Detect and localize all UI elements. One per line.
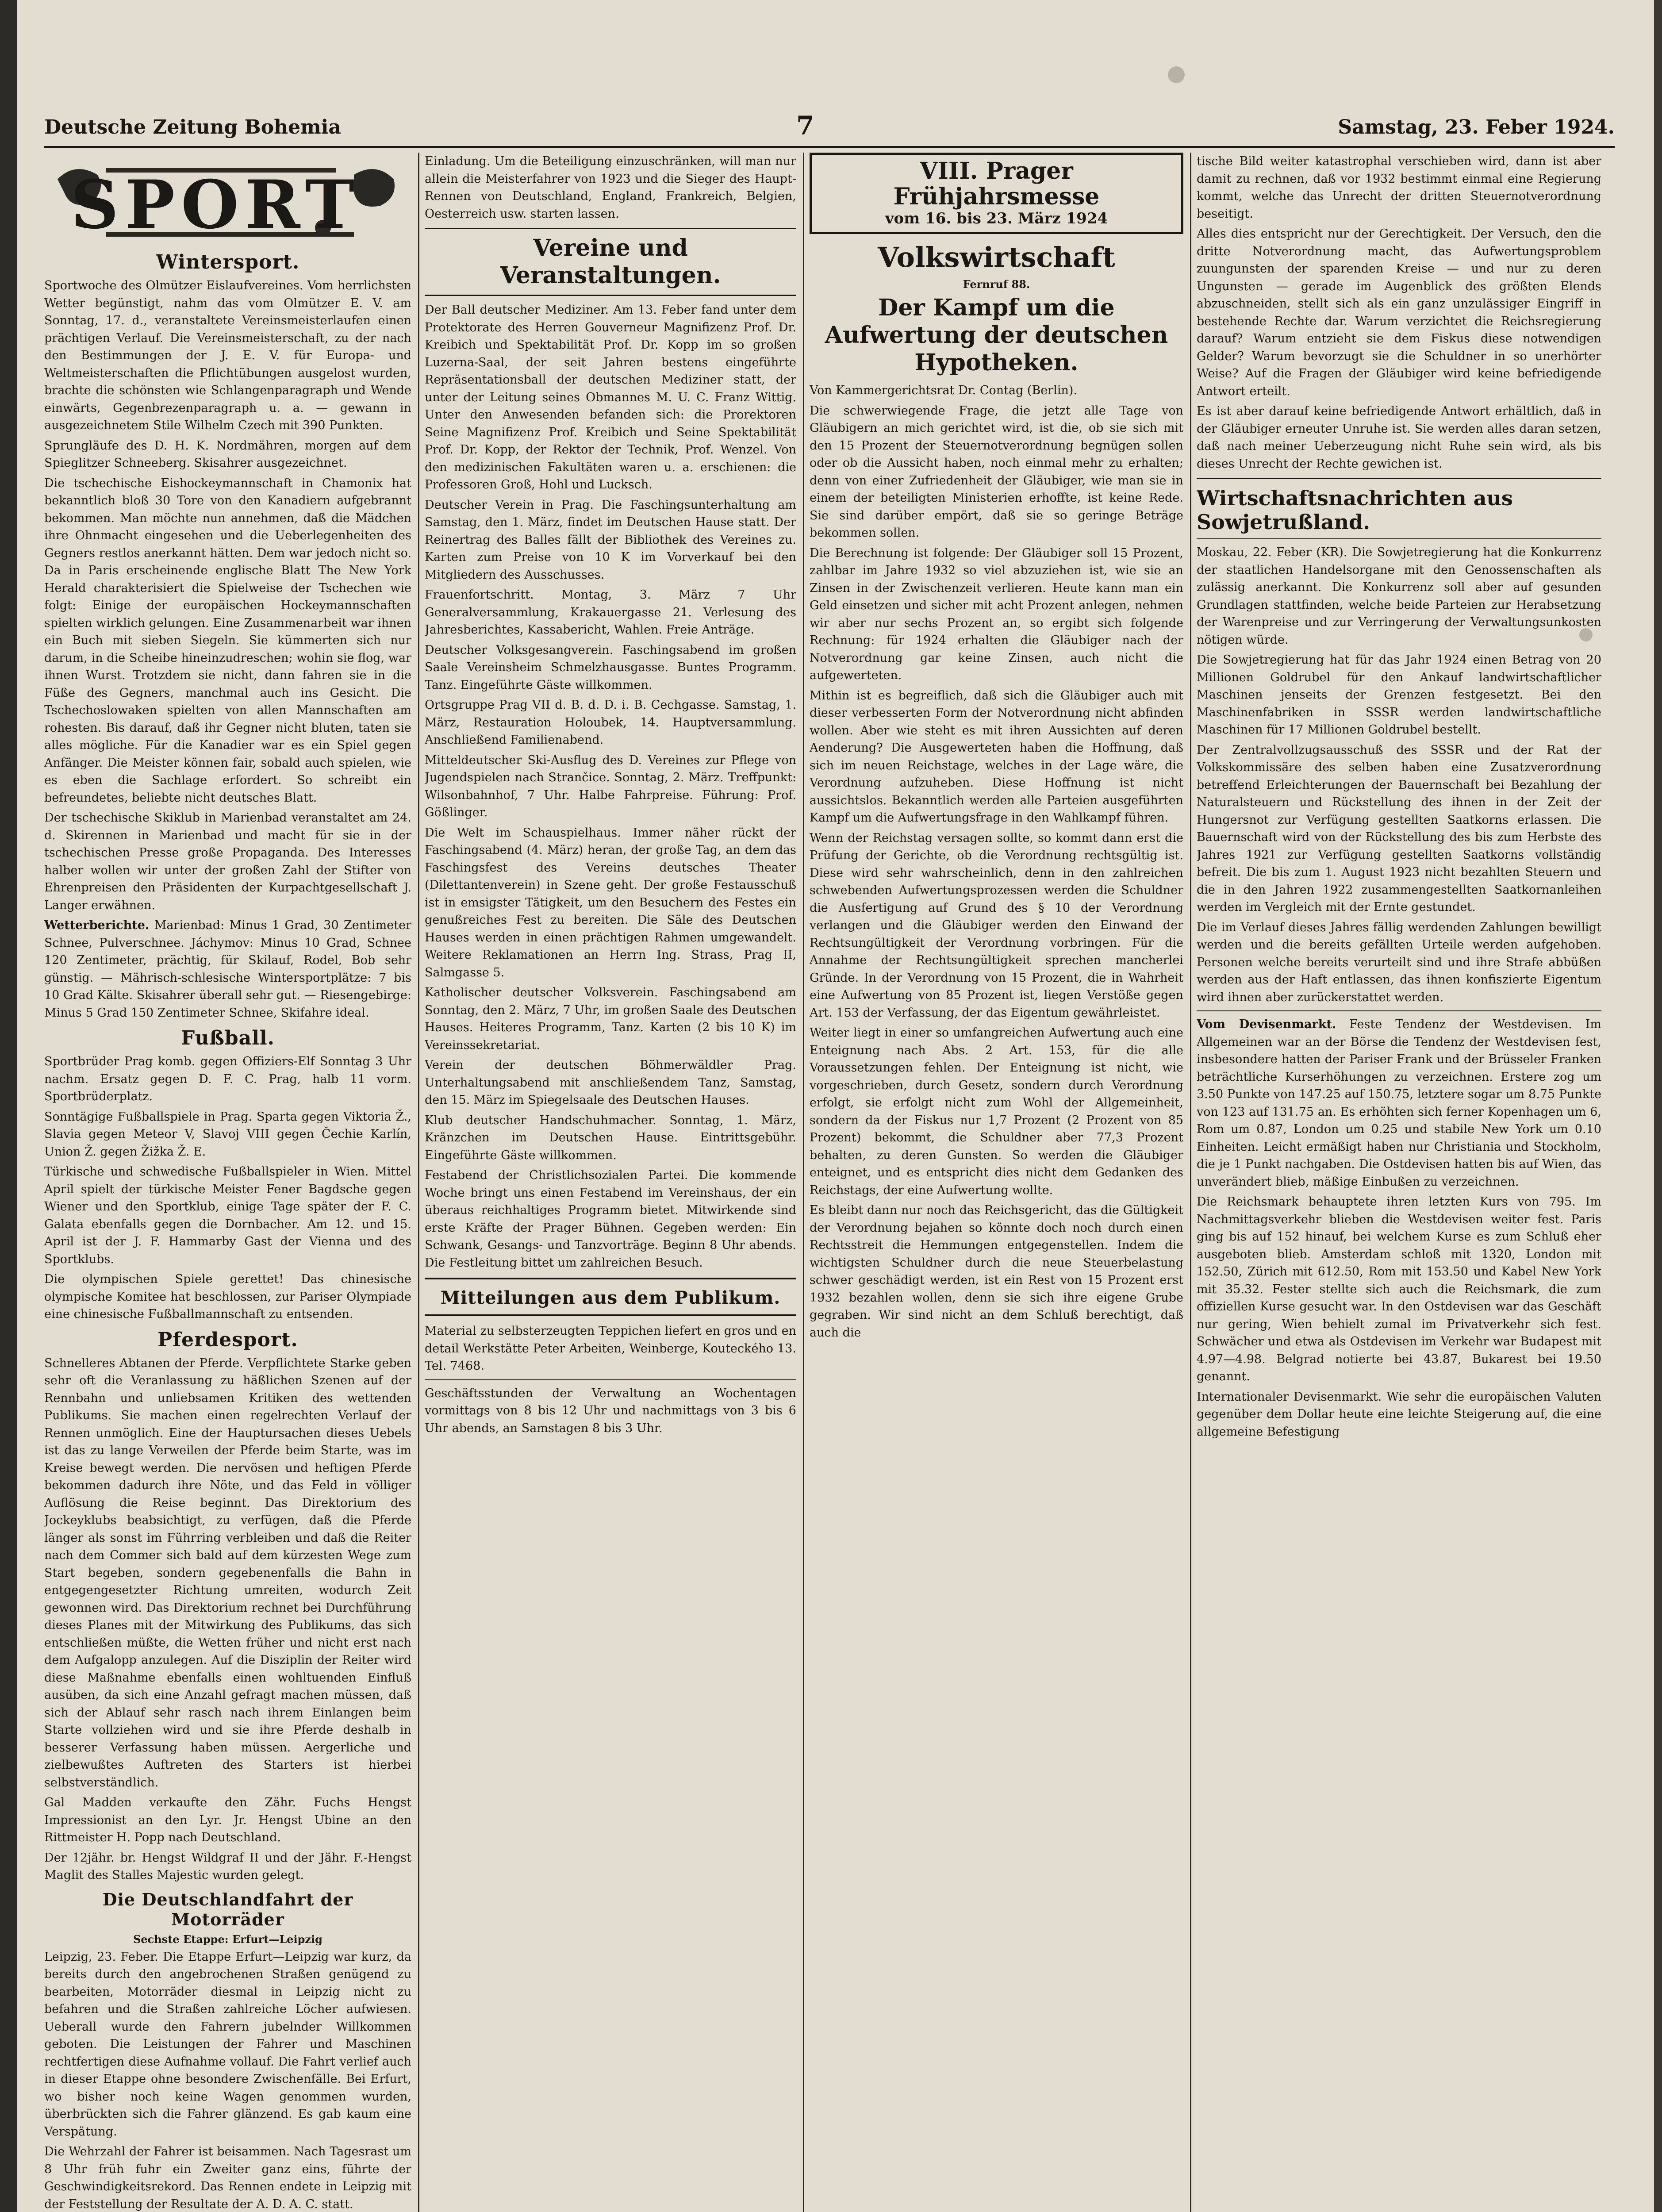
article-paragraph: Klub deutscher Handschuhmacher. Sonntag, 1. März, Kränzchen im Deutschen Hause. Eintrittsgebühr. Eingeführte Gäste willkommen. xyxy=(425,1113,796,1162)
article-paragraph: Mithin ist es begreiflich, daß sich die Gläubiger auch mit dieser verbesserten Form der Notverordnung nicht abfinden wollen. Aber wie steht es mit ihren Aussichten auf deren Aenderung? Die Ausgewerteten haben die Hoffnung, daß sich im neuen Reichstage, welches in der Lage wäre, die Verordnung aufzuheben. Diese Hoffnung ist nicht aussichtslos. Bekanntlich werden alle Parteien ausgeführten Kampf um die Aufwertungsfrage in den Wahlkampf führen. xyxy=(810,688,1183,825)
article-paragraph: Geschäftsstunden der Verwaltung an Wochentagen vormittags von 8 bis 12 Uhr und nachmittags von 3 bis 6 Uhr abends, an Samstagen 8 bis 3 Uhr. xyxy=(425,1386,796,1435)
article-byline: Von Kammergerichtsrat Dr. Contag (Berlin). xyxy=(810,384,1077,397)
page-header xyxy=(44,111,1615,142)
mitteilungen-box xyxy=(425,1278,796,1316)
article-paragraph: Sprungläufe des D. H. K. Nordmähren, morgen auf dem Spieglitzer Schneeberg. Skisahrer ausgezeichnet. xyxy=(44,438,411,470)
section-title-vereine: Vereine und Veranstaltungen. xyxy=(500,234,721,289)
article-headline: Der Kampf um die Aufwertung der deutschen Hypotheken. xyxy=(825,294,1168,376)
article-paragraph: Wenn der Reichstag versagen sollte, so kommt dann erst die Prüfung der Gerichte, ob die Verordnung rechtsgültig ist. Diese wird sehr wahrscheinlich, denn in den zahlreichen schwebenden Aufwertungsprozessen werden die Schuldner die Ausfertigung auf Grund des § 10 der Verordnung verlangen und die Gläubiger werden den Einwand der Rechtsungültigkeit der Verordnung vorbringen. Für die Annahme der Rechtsungültigkeit sprechen mancherlei Gründe. In der Verordnung von 15 Prozent, die in Wahrheit eine Aufwertung von 85 Prozent ist, liegen Verstöße gegen Art. 153 der Verfassung, der das Eigentum gewährleistet. xyxy=(810,831,1183,1020)
issue-date: Samstag, 23. Feber 1924. xyxy=(1338,116,1615,138)
article-paragraph: Es bleibt dann nur noch das Reichsgericht, das die Gültigkeit der Verordnung bejahen so könnte doch noch durch einen Rechtsstreit die Hemmungen entgegenstellen. Indem die wichtigsten Schuldner durch die neue Steuerbelastung schwer geschädigt werden, ist ein Rest von 15 Prozent erst 1932 bezahlen wollen, denn sie sich ihre eigene Grube gegraben. Wir sind nicht an dem Schluß berechtigt, daß auch die xyxy=(810,1203,1183,1340)
article-paragraph: tische Bild weiter katastrophal verschieben wird, dann ist aber damit zu rechnen, daß vor 1932 bestimmt einmal eine Regierung kommt, welche das Unrecht der dritten Steuernotverordnung beseitigt. xyxy=(1197,154,1601,221)
article-paragraph: Die olympischen Spiele gerettet! Das chinesische olympische Komitee hat beschlossen, zur Pariser Olympiade eine chinesische Fußballmannschaft zu entsenden. xyxy=(44,1272,411,1321)
article-paragraph: Ortsgruppe Prag VII d. B. d. D. i. B. Cechgasse. Samstag, 1. März, Restauration Holoubek, 14. Hauptversammlung. Anschließend Familienabend. xyxy=(425,698,796,747)
messe-banner-dates: vom 16. bis 23. März 1924 xyxy=(885,210,1108,227)
header-rule xyxy=(44,146,1615,148)
sport-logo-text: SPORT xyxy=(71,166,361,244)
article-paragraph: Sportbrüder Prag komb. gegen Offiziers-Elf Sonntag 3 Uhr nachm. Ersatz gegen D. F. C. Prag, halb 11 vorm. Sportbrüderplatz. xyxy=(44,1055,411,1103)
section-subtitle: Sechste Etappe: Erfurt—Leipzig xyxy=(133,1932,322,1946)
article-paragraph: Leipzig, 23. Feber. Die Etappe Erfurt—Leipzig war kurz, da bereits durch den angebrochenen Straßen genügend zu bearbeiten, Motorräder diesmal in Leipzig nicht zu befahren und die Straßen zahlreiche Löcher aufwiesen. Ueberall wurde den Fahrern jubelnder Willkommen geboten. Die Leistungen der Fahrer und Maschinen rechtfertigen diese Aufnahme vollauf. Die Fahrt verlief auch in dieser Etappe ohne besondere Zwischenfälle. Bei Erfurt, wo bisher noch keine Wagen genommen wurden, überbrückten sich die Fahrer glänzend. Es gab kaum eine Verspätung. xyxy=(44,1950,411,2139)
section-title-wintersport: Wintersport. xyxy=(156,251,300,273)
article-paragraph: Die Sowjetregierung hat für das Jahr 1924 einen Betrag von 20 Millionen Goldrubel für den Ankauf landwirtschaftlicher Maschinen jenseits der Grenzen festgesetzt. Bei den Maschinenfabriken in SSSR werden landwirtschaftliche Maschinen für 17 Millionen Goldrubel bestellt. xyxy=(1197,653,1601,737)
weather-title: Wetterberichte. xyxy=(44,918,150,932)
column-rule xyxy=(1190,153,1191,2212)
article-paragraph: Die Berechnung ist folgende: Der Gläubiger soll 15 Prozent, zahlbar im Jahre 1932 so viel abzuziehen ist, wie sie an Zinsen in der Zwischenzeit verlieren. Heute kann man ein Geld einsetzen und sicher mit acht Prozent anlegen, nehmen wir aber nur sechs Prozent an, so ergibt sich folgende Rechnung: für 1924 erhalten die Gläubiger nach der Notverordnung gar keine Zinsen, auch nicht die aufgewerteten. xyxy=(810,546,1183,682)
article-paragraph: Verein der deutschen Böhmerwäldler Prag. Unterhaltungsabend mit anschließendem Tanz, Samstag, den 15. März im Spiegelsaale des Deutschen Hauses. xyxy=(425,1058,796,1107)
divider xyxy=(1197,478,1601,479)
article-paragraph: Alles dies entspricht nur der Gerechtigkeit. Der Versuch, den die dritte Notverordnung macht, das Aufwertungsproblem zuungunsten der sparenden Kreise — und nur zu deren Ungunsten — gerade im Augenblick des größten Elends abzuschneiden, stellt sich als ein ganz unzulässiger Eingriff in bestehende Rechte dar. Warum verzichtet die Reichsregierung darauf? Warum entzieht sie dem Fiskus diese notwendigen Gelder? Warum bevorzugt sie die Schuldner in so unerhörter Weise? Auf die Fragen der Gläubiger wird keine befriedigende Antwort erteilt. xyxy=(1197,227,1601,398)
column-vereine xyxy=(425,153,796,2212)
section-title-mitteilungen: Mitteilungen aus dem Publikum. xyxy=(440,1287,781,1308)
messe-banner-title: VIII. Prager Frühjahrsmesse xyxy=(893,157,1100,210)
article-paragraph: Der 12jähr. br. Hengst Wildgraf II und der Jähr. F.-Hengst Maglit des Stalles Majestic wurden gelegt. xyxy=(44,1851,411,1882)
article-paragraph: Es ist aber darauf keine befriedigende Antwort erhältlich, daß in der Gläubiger erneuter Unruhe ist. Sie werden alles daran setzen, daß nach meiner Ueberzeugung nicht Ruhe sein wird, als bis dieses Unrecht der Rechte gewichen ist. xyxy=(1197,404,1601,471)
section-title-sowjetrussland: Wirtschaftsnachrichten aus Sowjetrußland. xyxy=(1197,486,1513,534)
weather-text: Marienbad: Minus 1 Grad, 30 Zentimeter Schnee, Pulverschnee. Jáchymov: Minus 10 Grad, Schnee 120 Zentimeter, prächtig, für Skilauf, Rodel, Bob sehr günstig. — Mährisch-schlesische Wintersportplätze: 7 bis 10 Grad Kälte. Skisahrer überall sehr gut. — Riesengebirge: Minus 5 Grad 150 Zentimeter Schnee, Skifahre ideal. xyxy=(44,918,411,1020)
divider xyxy=(1197,538,1601,539)
article-paragraph: Deutscher Verein in Prag. Die Faschingsunterhaltung am Samstag, den 1. März, findet im Deutschen Hause statt. Der Reinertrag des Balles fällt der Bibliothek des Vereines zu. Karten zum Preise von 10 K im Vorverkauf bei den Mitgliedern des Ausschusses. xyxy=(425,498,796,582)
article-paragraph: Katholischer deutscher Volksverein. Faschingsabend am Sonntag, den 2. März, 7 Uhr, im großen Saale des Deutschen Hauses. Heiteres Programm, Tanz. Karten (2 bis 10 K) im Vereinssekretariat. xyxy=(425,986,796,1052)
divider xyxy=(425,228,796,229)
messe-banner xyxy=(810,153,1183,234)
section-subtitle: Fernruf 88. xyxy=(963,278,1030,291)
article-paragraph: Die schwerwiegende Frage, die jetzt alle Tage von Gläubigern an mich gerichtet wird, ist die, ob sie sich mit den 15 Prozent der Steuernotverordnung begnügen sollen oder ob die Aussicht haben, noch einmal mehr zu erhalten; denn von einer Zufriedenheit der Gläubiger, wie man sie in einem der beteiligten Ministerien erhoffte, ist keine Rede. Sie sind darüber empört, daß sie so geringe Beträge bekommen sollen. xyxy=(810,403,1183,540)
newspaper-name: Deutsche Zeitung Bohemia xyxy=(44,116,341,138)
article-paragraph: Türkische und schwedische Fußballspieler in Wien. Mittel April spielt der türkische Meister Fener Bagdsche gegen Wiener und den Sportklub, einige Tage später der F. C. Galata ebenfalls gegen die Dornbacher. Am 12. und 15. April ist der J. F. Hammarby Gast der Vienna und des Sportklubs. xyxy=(44,1165,411,1266)
article-paragraph: Internationaler Devisenmarkt. Wie sehr die europäischen Valuten gegenüber dem Dollar heute eine leichte Steigerung auf, die eine allgemeine Befestigung xyxy=(1197,1390,1601,1439)
article-paragraph: Die im Verlauf dieses Jahres fällig werdenden Zahlungen bewilligt werden und die bereits gefällten Urteile werden aufgehoben. Personen welche bereits verurteilt sind und ihre Strafe abbüßen werden aus der Haft entlassen, das ihnen konfiszierte Eigentum wird ihnen aber zurückerstattet werden. xyxy=(1197,920,1601,1004)
sport-logo xyxy=(44,153,407,246)
article-paragraph: Die Wehrzahl der Fahrer ist beisammen. Nach Tagesrast um 8 Uhr früh fuhr ein Zweiter ganz eins, führte der Geschwindigkeitsrekord. Das Rennen endete in Leipzig mit der Feststellung der Resultate der A. D. A. C. statt. xyxy=(44,2145,411,2211)
article-paragraph: Die Welt im Schauspielhaus. Immer näher rückt der Faschingsabend (4. März) heran, der große Tag, an dem das Faschingsfest des Vereins deutsches Theater (Dilettantenverein) in Szene geht. Der große Festausschuß ist in emsigster Tätigkeit, um den Besuchern des Festes ein genußreiches Fest zu bereiten. Die Säle des Deutschen Hauses werden in einen prächtigen Rahmen umgewandelt. Weitere Reklamationen an Herrn Ing. Strass, Prag II, Salmgasse 5. xyxy=(425,826,796,979)
article-paragraph: Festabend der Christlichsozialen Partei. Die kommende Woche bringt uns einen Festabend im Vereinshaus, der ein überaus reichhaltiges Programm bietet. Mitwirkende sind erste Kräfte der Prager Bühnen. Gegeben werden: Ein Schwank, Gesangs- und Tanzvorträge. Beginn 8 Uhr abends. Die Festleitung bittet um zahlreichen Besuch. xyxy=(425,1168,796,1270)
column-sport xyxy=(44,153,411,2212)
section-title-deutschlandfahrt: Die Deutschlandfahrt der Motorräder xyxy=(102,1889,353,1929)
article-paragraph: Der Ball deutscher Mediziner. Am 13. Feber fand unter dem Protektorate des Herren Gouverneur Magnifizenz Prof. Dr. Kreibich und Spektabilität Prof. Dr. Kopp im so großen Luzerna-Saal, der seit Jahren bestens eingeführte Repräsentationsball der deutschen Mediziner statt, der unter der Leitung seines Obmannes M. U. C. Franz Wittig. Unter den Anwesenden befanden sich: die Prorektoren Seine Magnifizenz Prof. Kreibich und Seine Spektabilität Prof. Dr. Kopp, der Rektor der Technik, Prof. Wenzel. Von den medizinischen Fakultäten waren u. a. erschienen: die Professoren Groß, Hohl und Lucksch. xyxy=(425,303,796,492)
scan-edge-left xyxy=(0,0,17,2212)
column-rule xyxy=(418,153,419,2212)
article-paragraph: Sonntägige Fußballspiele in Prag. Sparta gegen Viktoria Ž., Slavia gegen Meteor V, Slavoj VIII gegen Čechie Karlín, Union Ž. gegen Žižka Ž. E. xyxy=(44,1110,411,1159)
article-paragraph: Gal Madden verkaufte den Zähr. Fuchs Hengst Impressionist an den Lyr. Jr. Hengst Ubine an den Rittmeister H. Popp nach Deutschland. xyxy=(44,1796,411,1844)
article-paragraph: Weiter liegt in einer so umfangreichen Aufwertung auch eine Enteignung nach Abs. 2 Art. 153, für die alle Voraussetzungen fehlen. Der Enteignung ist nicht, wie vorgeschrieben, durch Gesetz, sondern durch Verordnung erfolgt, sie erfolgt nicht zum Wohl der Allgemeinheit, sondern da der Fiskus nur 1,7 Prozent (2 Prozent von 85 Prozent) bekommt, die Schuldner aber 77,3 Prozent behalten, zu deren Gunsten. So werden die Gläubiger enteignet, und es entspricht dies nicht dem Gedanken des Reichstags, der eine Aufwertung wollte. xyxy=(810,1026,1183,1197)
divider xyxy=(425,295,796,296)
devisen-text: Feste Tendenz der Westdevisen. Im Allgemeinen war an der Börse die Tendenz der Westdevisen fest, insbesondere hatten der Pariser Frank und der Brüsseler Franken beträchtliche Kurserhöhungen zu verzeichnen. Erstere zog um 3.50 Punkte von 147.25 auf 150.75, letztere sogar um 8.75 Punkte von 123 auf 131.75 an. Es erhöhten sich ferner Kopenhagen um 6, Rom um 0.87, London um 0.25 und stabile New York um 0.10 Einheiten. Leicht ermäßigt haben nur Christiania und Stockholm, die je 1 Punkt nachgaben. Die Ostdevisen hatten bis auf Wien, das unverändert blieb, mäßige Einbußen zu verzeichnen. xyxy=(1197,1018,1601,1189)
article-paragraph: Der Zentralvollzugsausschuß des SSSR und der Rat der Volkskommissäre des selben haben eine Zusatzverordnung betreffend Erleichterungen der Bauernschaft bei Bezahlung der Naturalsteuern und Rückstellung des ihnen in der Zeit der Hungersnot zur Verfügung gestellten Saatkorns erlassen. Die Bauernschaft wird von der Rückstellung des bis zum Herbste des Jahres 1921 zur Verfügung gestellten Saatkorns vollständig befreit. Die bis zum 1. August 1923 nicht bezahlten Steuern und die in den Jahren 1922 zusammengestellten Saatkornanleihen werden im Vergleich mit der Ernte gestundet. xyxy=(1197,743,1601,914)
article-paragraph: Die Reichsmark behauptete ihren letzten Kurs von 795. Im Nachmittagsverkehr blieben die Westdevisen weiter fest. Paris ging bis auf 152 hinauf, bei welchem Kurse es zum Schluß eher ausgeboten blieb. Amsterdam schloß mit 1320, London mit 152.50, Zürich mit 612.50, Rom mit 153.50 und Kabel New York mit 35.32. Fester stellte sich auch die Reichsmark, die zum offiziellen Kurse gesucht war. In den Ostdevisen war das Geschäft nur gering, Wien behielt zumal im Privatverkehr sich fest. Schwächer und etwa als Ostdevisen im Verkehr war Budapest mit 4.97—4.98. Belgrad notierte bei 43.87, Bukarest bei 19.50 genannt. xyxy=(1197,1195,1601,1383)
column-volkswirtschaft xyxy=(810,153,1183,2212)
article-paragraph: Einladung. Um die Beteiligung einzuschränken, will man nur allein die Meisterfahrer von 1923 und die Sieger des Haupt-Rennen von Deutschland, England, Frankreich, Belgien, Oesterreich usw. starten lassen. xyxy=(425,154,796,221)
article-paragraph: Frauenfortschritt. Montag, 3. März 7 Uhr Generalversammlung, Krakauergasse 21. Verlesung des Jahresberichtes, Kassabericht, Wahlen. Freie Anträge. xyxy=(425,588,796,637)
punch-hole xyxy=(1168,66,1185,83)
devisen-title: Vom Devisenmarkt. xyxy=(1197,1018,1336,1031)
article-paragraph: Moskau, 22. Feber (KR). Die Sowjetregierung hat die Konkurrenz der staatlichen Handelsorgane mit den Genossenschaften als zulässig anerkannt. Die Konkurrenz soll aber auf gesunden Grundlagen stattfinden, welche beide Parteien zur Herabsetzung der Warenpreise und zur Verringerung der Verwaltungsunkosten nötigen würde. xyxy=(1197,545,1601,647)
column-rule xyxy=(803,153,804,2212)
page-number: 7 xyxy=(796,111,814,141)
column-wirtschaft xyxy=(1197,153,1601,2212)
section-title-fussball: Fußball. xyxy=(181,1027,275,1049)
article-paragraph xyxy=(44,917,411,1022)
divider xyxy=(1197,1010,1601,1011)
section-title-volkswirtschaft: Volkswirtschaft xyxy=(878,241,1115,273)
article-paragraph: Deutscher Volksgesangverein. Faschingsabend im großen Saale Vereinsheim Schmelzhausgasse. Buntes Programm. Tanz. Eingeführte Gäste willkommen. xyxy=(425,643,796,692)
article-paragraph: Schnelleres Abtanen der Pferde. Verpflichtete Starke geben sehr oft die Veranlassung zu häßlichen Szenen auf der Rennbahn und unliebsamen Kritiken des wettenden Publikums. Sie machen einen regelrechten Verlauf der Rennen unmöglich. Eine der Hauptursachen dieses Uebels ist das zu lange Verweilen der Pferde beim Starte, was im Kreise bewegt werden. Die nervösen und heftigen Pferde bekommen dadurch ihre Nöte, und das Feld in völliger Auflösung die Reise beginnt. Das Direktorium des Jockeyklubs beabsichtigt, zu verfügen, daß die Pferde länger als sonst im Führring verbleiben und daß die Reiter nach dem Commer sich bald auf dem kürzesten Wege zum Start begeben, sondern gegebenenfalls die Bahn in entgegengesetzter Richtung umreiten, wodurch Zeit gewonnen wird. Das Direktorium rechnet bei Durchführung dieses Planes mit der Mitwirkung des Publikums, das sich entschließen müßte, die Wetten früher und nicht erst nach dem Aufgalopp anzulegen. Auf die Disziplin der Reiter wird diese Maßnahme ebenfalls einen wohltuenden Einfluß ausüben, da sich eine Anzahl gefragt machen müssen, daß sich der Ablauf sehr rasch nach ihrem Einlangen beim Starte vollziehen wird und sie ihre Pferde deshalb in besserer Verfassung haben müssen. Aergerliche und zielbewußtes Auftreten des Starters ist hierbei selbstverständlich. xyxy=(44,1356,411,1790)
section-title-pferdesport: Pferdesport. xyxy=(157,1328,298,1351)
article-paragraph: Sportwoche des Olmützer Eislaufvereines. Vom herrlichsten Wetter begünstigt, nahm das vom Olmützer E. V. am Sonntag, 17. d., veranstaltete Vereinsmeisterlaufen einen prächtigen Verlauf. Die Vereinsmeisterschaft, zu der nach den Bestimmungen der J. E. V. für Europa- und Weltmeisterschaften die Pflichtübungen ausgelost wurden, brachte die schönsten wie Schlangenparagraph und Wende einwärts, Gegenbrezenparagraph u. a. — gewann in ausgezeichnetem Stile Wilhelm Czech mit 390 Punkten. xyxy=(44,279,411,432)
article-paragraph: Die tschechische Eishockeymannschaft in Chamonix hat bekanntlich bloß 30 Tore von den Kanadiern aufgebrannt bekommen. Man möchte nun annehmen, daß die Mädchen ihre Ohnmacht eingesehen und die Ueberlegenheiten des Gegners restlos anerkannt hätten. Dem war jedoch nicht so. Da in Paris erscheinende englische Blatt The New York Herald charakterisiert die Spielweise der Tschechen wie folgt: Einige der europäischen Hockeymannschaften spielten wirklich gelungen. Eine Zusammenarbeit war ihnen ein Buch mit sieben Siegeln. Sie kümmerten sich nur darum, in die Scheibe hineinzudreschen; wohin sie flog, war ihnen Wurst. Trotzdem sie nicht, dann fahren sie in die Füße des Gegners, manchmal auch ins Gesicht. Die Tschechoslowaken spielten von allen Mannschaften am rohesten. Bis darauf, daß ihr Gegner nicht bluten, taten sie alles mögliche. Für die Kanadier war es ein Spiel gegen Anfänger. Die Meister können fair, sobald auch spielen, wie es eben die Sachlage erfordert. So schreibt ein befreundetes, beliebte nicht deutsches Blatt. xyxy=(44,476,411,805)
article-paragraph: Der tschechische Skiklub in Marienbad veranstaltet am 24. d. Skirennen in Marienbad und macht für sie in der tschechischen Presse große Propaganda. Des Interesses halber wollen wir unter der großen Zahl der Stifter von Ehrenpreisen den Präsidenten der Kurpachtgesellschaft J. Langer erwähnen. xyxy=(44,811,411,912)
article-paragraph xyxy=(1197,1016,1601,1190)
article-paragraph: Mitteldeutscher Ski-Ausflug des D. Vereines zur Pflege von Jugendspielen nach Strančice. Sonntag, 2. März. Treffpunkt: Wilsonbahnhof, 7 Uhr. Halbe Fahrpreise. Führung: Prof. Gößlinger. xyxy=(425,753,796,819)
divider xyxy=(425,1379,796,1380)
scan-edge-right xyxy=(1654,0,1662,2212)
article-paragraph: Material zu selbsterzeugten Teppichen liefert en gros und en detail Werkstätte Peter Arbeiten, Weinberge, Kouteckého 13. Tel. 7468. xyxy=(425,1324,796,1373)
